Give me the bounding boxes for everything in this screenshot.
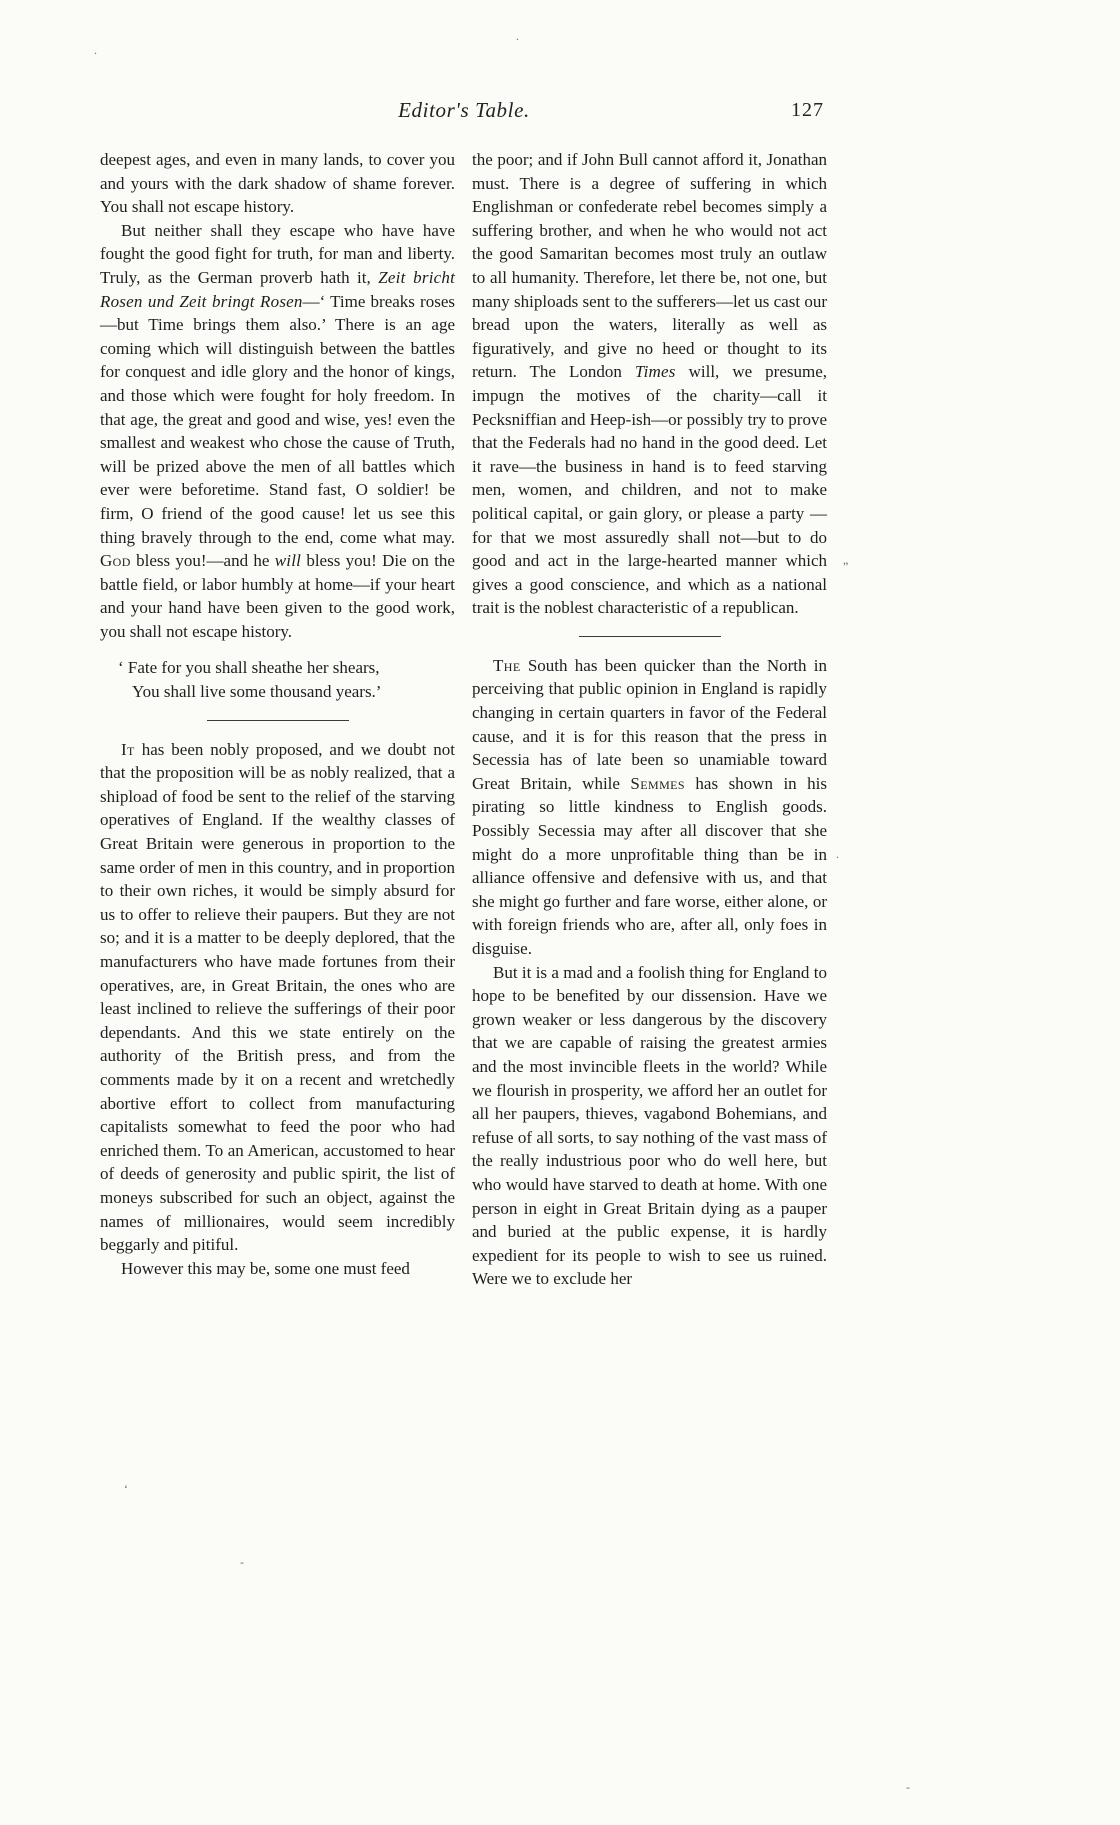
page-number: 127 [791, 99, 824, 121]
paragraph: But neither shall they escape who have have fought the good fight for truth, for man and liberty. Truly, as the German proverb hath it, Zeit bricht Rosen und Zeit bringt Rosen—‘ Time breaks roses—but Time brings them also.’ There is an age coming which will distinguish between the battles for conquest and idle glory and the honor of kings, and those which were fought for holy freedom. In that age, the great and good and wise, yes! even the smallest and weakest who chose the cause of Truth, will be prized above the men of all battles which ever were beforetime. Stand fast, O soldier! be firm, O friend of the good cause! let us see this thing bravely through to the end, come what may. God bless you!—and he will bless you! Die on the battle field, or labor humbly at home—if your heart and your hand have been given to the good work, you shall not escape history. [100, 220, 455, 641]
scan-speck: ” [843, 559, 849, 573]
paragraph: deepest ages, and even in many lands, to cover you and yours with the dark shadow of shame forever. You shall not escape history. [100, 150, 455, 217]
text-columns [100, 148, 828, 1291]
page-title: Editor's Table. [398, 98, 530, 122]
verse-quote [118, 656, 455, 703]
right-column [472, 148, 827, 1291]
paragraph: However this may be, some one must feed [121, 1258, 410, 1278]
running-head [100, 98, 828, 132]
scan-speck: ‘ [124, 1482, 128, 1496]
scan-speck: - [240, 1555, 244, 1569]
section-divider-rule [579, 636, 721, 637]
scan-speck: . [836, 847, 839, 861]
left-column [100, 148, 455, 1291]
verse-line: ‘ Fate for you shall sheathe her shears, [118, 658, 380, 678]
scan-speck: . [516, 29, 519, 43]
paragraph: It has been nobly proposed, and we doubt not that the proposition will be as nobly realized, that a shipload of food be sent to the relief of the starving operatives of England. If the wealthy classes of Great Britain were generous in proportion to the same order of men in this country, and in proportion to their own riches, it would be simply absurd for us to offer to relieve their paupers. But they are not so; and it is a matter to be deeply deplored, that the manufacturers who have made fortunes from their operatives, are, in Great Britain, the ones who are least inclined to relieve the sufferings of their poor dependants. And this we state entirely on the authority of the British press, and from the comments made by it on a recent and wretchedly abortive effort to collect from manufacturing capitalists somewhat to feed the poor who had enriched them. To an American, accustomed to hear of deeds of generosity and public spirit, the list of moneys subscribed for such an object, against the names of millionaires, would seem incredibly beggarly and pitiful. [100, 739, 455, 1255]
paragraph: The South has been quicker than the North in perceiving that public opinion in England is rapidly changing in certain quarters in favor of the Federal cause, and it is for this reason that the press in Secessia has of late been so unamiable toward Great Britain, while Semmes has shown in his pirating so little kindness to English goods. Possibly Secessia may after all discover that she might do a more unprofitable thing than be in alliance offensive and defensive with us, and that she might go further and fare worse, either alone, or with foreign friends who are, after all, only foes in disguise. [472, 655, 827, 958]
paragraph: But it is a mad and a foolish thing for England to hope to be benefited by our dissension. Have we grown weaker or less dangerous by the discovery that we are capable of raising the greatest armies and the most invincible fleets in the world? While we flourish in prosperity, we afford her an outlet for all her paupers, thieves, vagabond Bohemians, and refuse of all sorts, to say nothing of the vast mass of the really industrious poor who do well here, but who would have starved to death at home. With one person in eight in Great Britain dying as a pauper and buried at the public expense, it is hardly expedient for its people to wish to see us ruined. Were we to exclude her [472, 962, 827, 1289]
paragraph: the poor; and if John Bull cannot afford it, Jonathan must. There is a degree of suffering in which Englishman or confederate rebel becomes simply a suffering brother, and when he who would not act the good Samaritan becomes most truly an outlaw to all humanity. Therefore, let there be, not one, but many shiploads sent to the sufferers—let us cast our bread upon the waters, literally as well as figuratively, and give no heed or thought to its return. The London Times will, we presume, impugn the motives of the charity—call it Pecksniffian and Heep-ish—or possibly try to prove that the Federals had no hand in the good deed. Let it rave—the business in hand is to feed starving men, women, and children, and not to make political capital, or gain glory, or please a party —for that we most assuredly shall not—but to do good and act in the large-hearted manner which gives a good conscience, and which as a national trait is the noblest characteristic of a republican. [472, 150, 827, 618]
scan-speck: . [94, 43, 97, 57]
scan-speck: - [906, 1780, 910, 1794]
verse-line: You shall live some thousand years.’ [132, 682, 382, 702]
section-divider-rule [207, 720, 349, 721]
page-content [100, 98, 828, 1291]
